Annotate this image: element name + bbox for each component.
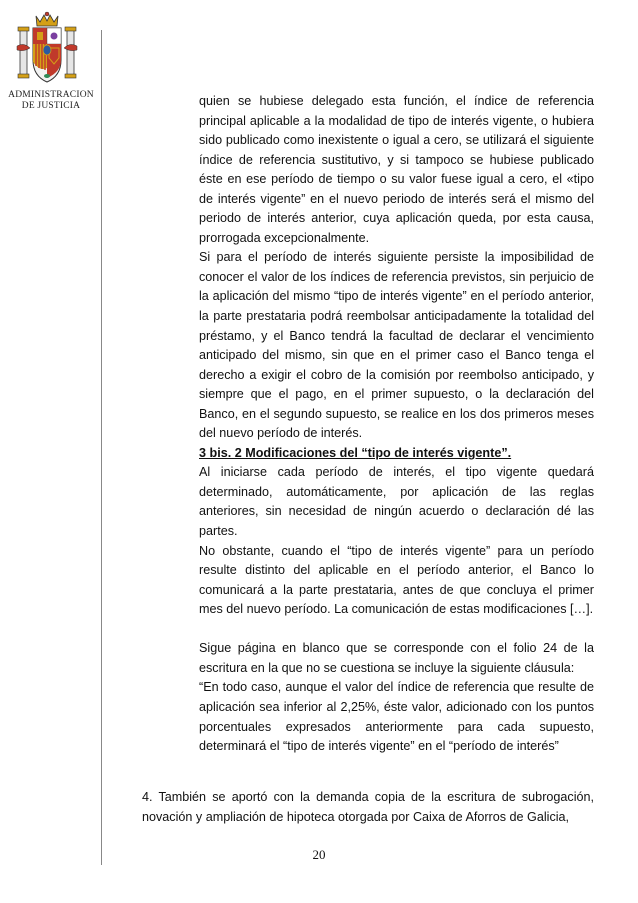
paragraph-floor-clause: “En todo caso, aunque el valor del índice de referencia que resulte de aplicación sea inferior al 2,25%, éste valor, adicionado con los puntos porcentuales expresados anteriormente para cada supuesto, determinará el “tipo de interés vigente” en el “período de interés”	[199, 680, 594, 754]
paragraph-subrogation-deed: 4. También se aportó con la demanda copia de la escritura de subrogación, novación y ampliación de hipoteca otorgada por Caixa de Aforros de Galicia,	[142, 790, 594, 824]
organization-label-line1: ADMINISTRACION	[8, 90, 94, 100]
organization-label	[0, 90, 102, 112]
quoted-clause-block	[199, 92, 594, 757]
paragraph-blank-page-note: Sigue página en blanco que se corresponde con el folio 24 de la escritura en la que no se cuestiona se incluye la siguiente cláusula:	[199, 641, 594, 675]
paragraph-rate-notification: No obstante, cuando el “tipo de interés vigente” para un período resulte distinto del aplicable en el período anterior, el Banco lo comunicará a la parte prestataria, antes de que concluya el primer mes del nuevo período. La comunicación de estas modificaciones […].	[199, 543, 594, 617]
coat-of-arms-logo	[16, 10, 78, 90]
paragraph-early-repayment: Si para el período de interés siguiente persiste la imposibilidad de conocer el valor de los índices de referencia previstos, sin perjuicio de la aplicación del mismo “tipo de interés vigente” en el período anterior, la parte prestataria podrá reembolsar anticipadamente la totalidad del préstamo, y el Banco tendrá la facultad de declarar el vencimiento anticipado del mismo, sin que en el primer caso el Banco tenga el derecho a exigir el cobro de la comisión por reembolso anticipado, y siempre que el pago, en el primer supuesto, o la declaración del Banco, en el segundo supuesto, se realice en los dos primeros meses del nuevo período de interés.	[199, 250, 594, 441]
numbered-paragraph	[142, 787, 594, 827]
margin-rule	[101, 30, 102, 865]
paragraph-rate-determination: Al iniciarse cada período de interés, el tipo vigente quedará determinado, automáticamente, por aplicación de las reglas anteriores, sin necesidad de ningún acuerdo o declaración dé las partes.	[199, 465, 594, 539]
section-heading: 3 bis. 2 Modificaciones del “tipo de interés vigente”.	[199, 445, 512, 460]
paragraph-spacer	[199, 620, 594, 640]
page-number: 20	[312, 847, 326, 862]
paragraph-index-substitution: quien se hubiese delegado esta función, el índice de referencia principal aplicable a la modalidad de tipo de interés vigente, o hubiera sido publicado como inexistente o igual a cero, se utilizará el siguiente índice de referencia sustitutivo, y si tampoco se hubiese publicado éste en ese período de tiempo o su valor fuese igual a cero, el «tipo de interés vigente” en el nuevo periodo de interés será el mismo del periodo de interés anterior, cuya aplicación queda, por esta causa, prorrogada excepcionalmente.	[199, 94, 594, 245]
organization-label-line2: DE JUSTICIA	[21, 101, 81, 111]
